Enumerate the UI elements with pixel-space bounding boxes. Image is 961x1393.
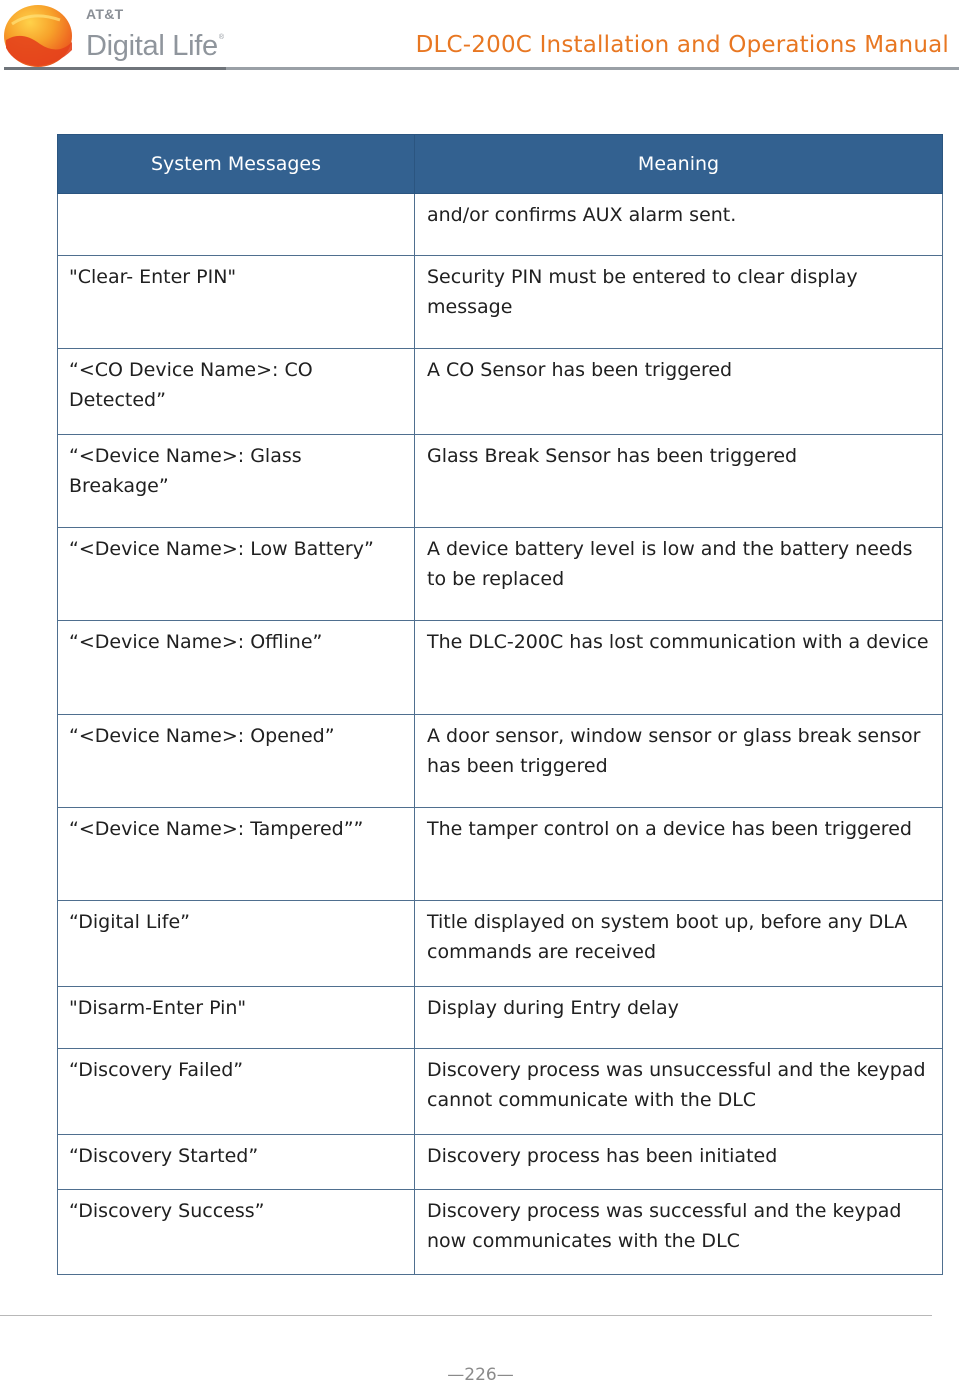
table-row [58, 1049, 943, 1135]
message-cell: “<CO Device Name>: CO Detected” [58, 349, 415, 435]
meaning-cell: A device battery level is low and the battery needs to be replaced [415, 528, 943, 621]
meaning-cell: The DLC-200C has lost communication with a device [415, 621, 943, 715]
column-header-system-messages: System Messages [58, 135, 415, 194]
column-header-meaning: Meaning [415, 135, 943, 194]
table-row [58, 435, 943, 528]
message-cell: “Discovery Success” [58, 1190, 415, 1275]
logo-wordmark [86, 6, 224, 62]
meaning-cell: Discovery process was successful and the keypad now communicates with the DLC [415, 1190, 943, 1275]
meaning-cell: A CO Sensor has been triggered [415, 349, 943, 435]
message-cell: “<Device Name>: Tampered”” [58, 808, 415, 901]
meaning-cell: Title displayed on system boot up, before any DLA commands are received [415, 901, 943, 987]
system-messages-table [57, 134, 943, 1275]
table-row [58, 715, 943, 808]
table-row [58, 1190, 943, 1275]
message-cell: “<Device Name>: Offline” [58, 621, 415, 715]
document-title: DLC-200C Installation and Operations Manual [415, 32, 949, 58]
table-row [58, 808, 943, 901]
meaning-cell: Discovery process has been initiated [415, 1135, 943, 1190]
meaning-cell: A door sensor, window sensor or glass break sensor has been triggered [415, 715, 943, 808]
registered-mark: ® [218, 34, 224, 41]
meaning-cell: Glass Break Sensor has been triggered [415, 435, 943, 528]
message-cell: “<Device Name>: Low Battery” [58, 528, 415, 621]
meaning-cell: Display during Entry delay [415, 987, 943, 1049]
message-cell: "Disarm-Enter Pin" [58, 987, 415, 1049]
meaning-cell: Security PIN must be entered to clear display message [415, 256, 943, 349]
table-row [58, 194, 943, 256]
page-header [0, 0, 961, 72]
message-cell: “<Device Name>: Opened” [58, 715, 415, 808]
logo-product-name: Digital Life [86, 30, 218, 62]
table-row [58, 901, 943, 987]
message-cell [58, 194, 415, 256]
table-row [58, 256, 943, 349]
message-cell: “Discovery Failed” [58, 1049, 415, 1135]
message-cell: “<Device Name>: Glass Breakage” [58, 435, 415, 528]
meaning-cell: and/or confirms AUX alarm sent. [415, 194, 943, 256]
table-row [58, 528, 943, 621]
logo-product [86, 22, 224, 62]
footer-divider [0, 1315, 932, 1316]
table-row [58, 621, 943, 715]
meaning-cell: The tamper control on a device has been triggered [415, 808, 943, 901]
meaning-cell: Discovery process was unsuccessful and the keypad cannot communicate with the DLC [415, 1049, 943, 1135]
table-row [58, 987, 943, 1049]
att-globe-logo-icon [2, 0, 74, 68]
page-number: —226— [447, 1365, 514, 1385]
table-header-row [58, 135, 943, 194]
logo-brand: AT&T [86, 6, 124, 22]
message-cell: “Discovery Started” [58, 1135, 415, 1190]
message-cell: "Clear- Enter PIN" [58, 256, 415, 349]
table-row [58, 349, 943, 435]
header-divider-accent [4, 67, 226, 70]
message-cell: “Digital Life” [58, 901, 415, 987]
table-row [58, 1135, 943, 1190]
